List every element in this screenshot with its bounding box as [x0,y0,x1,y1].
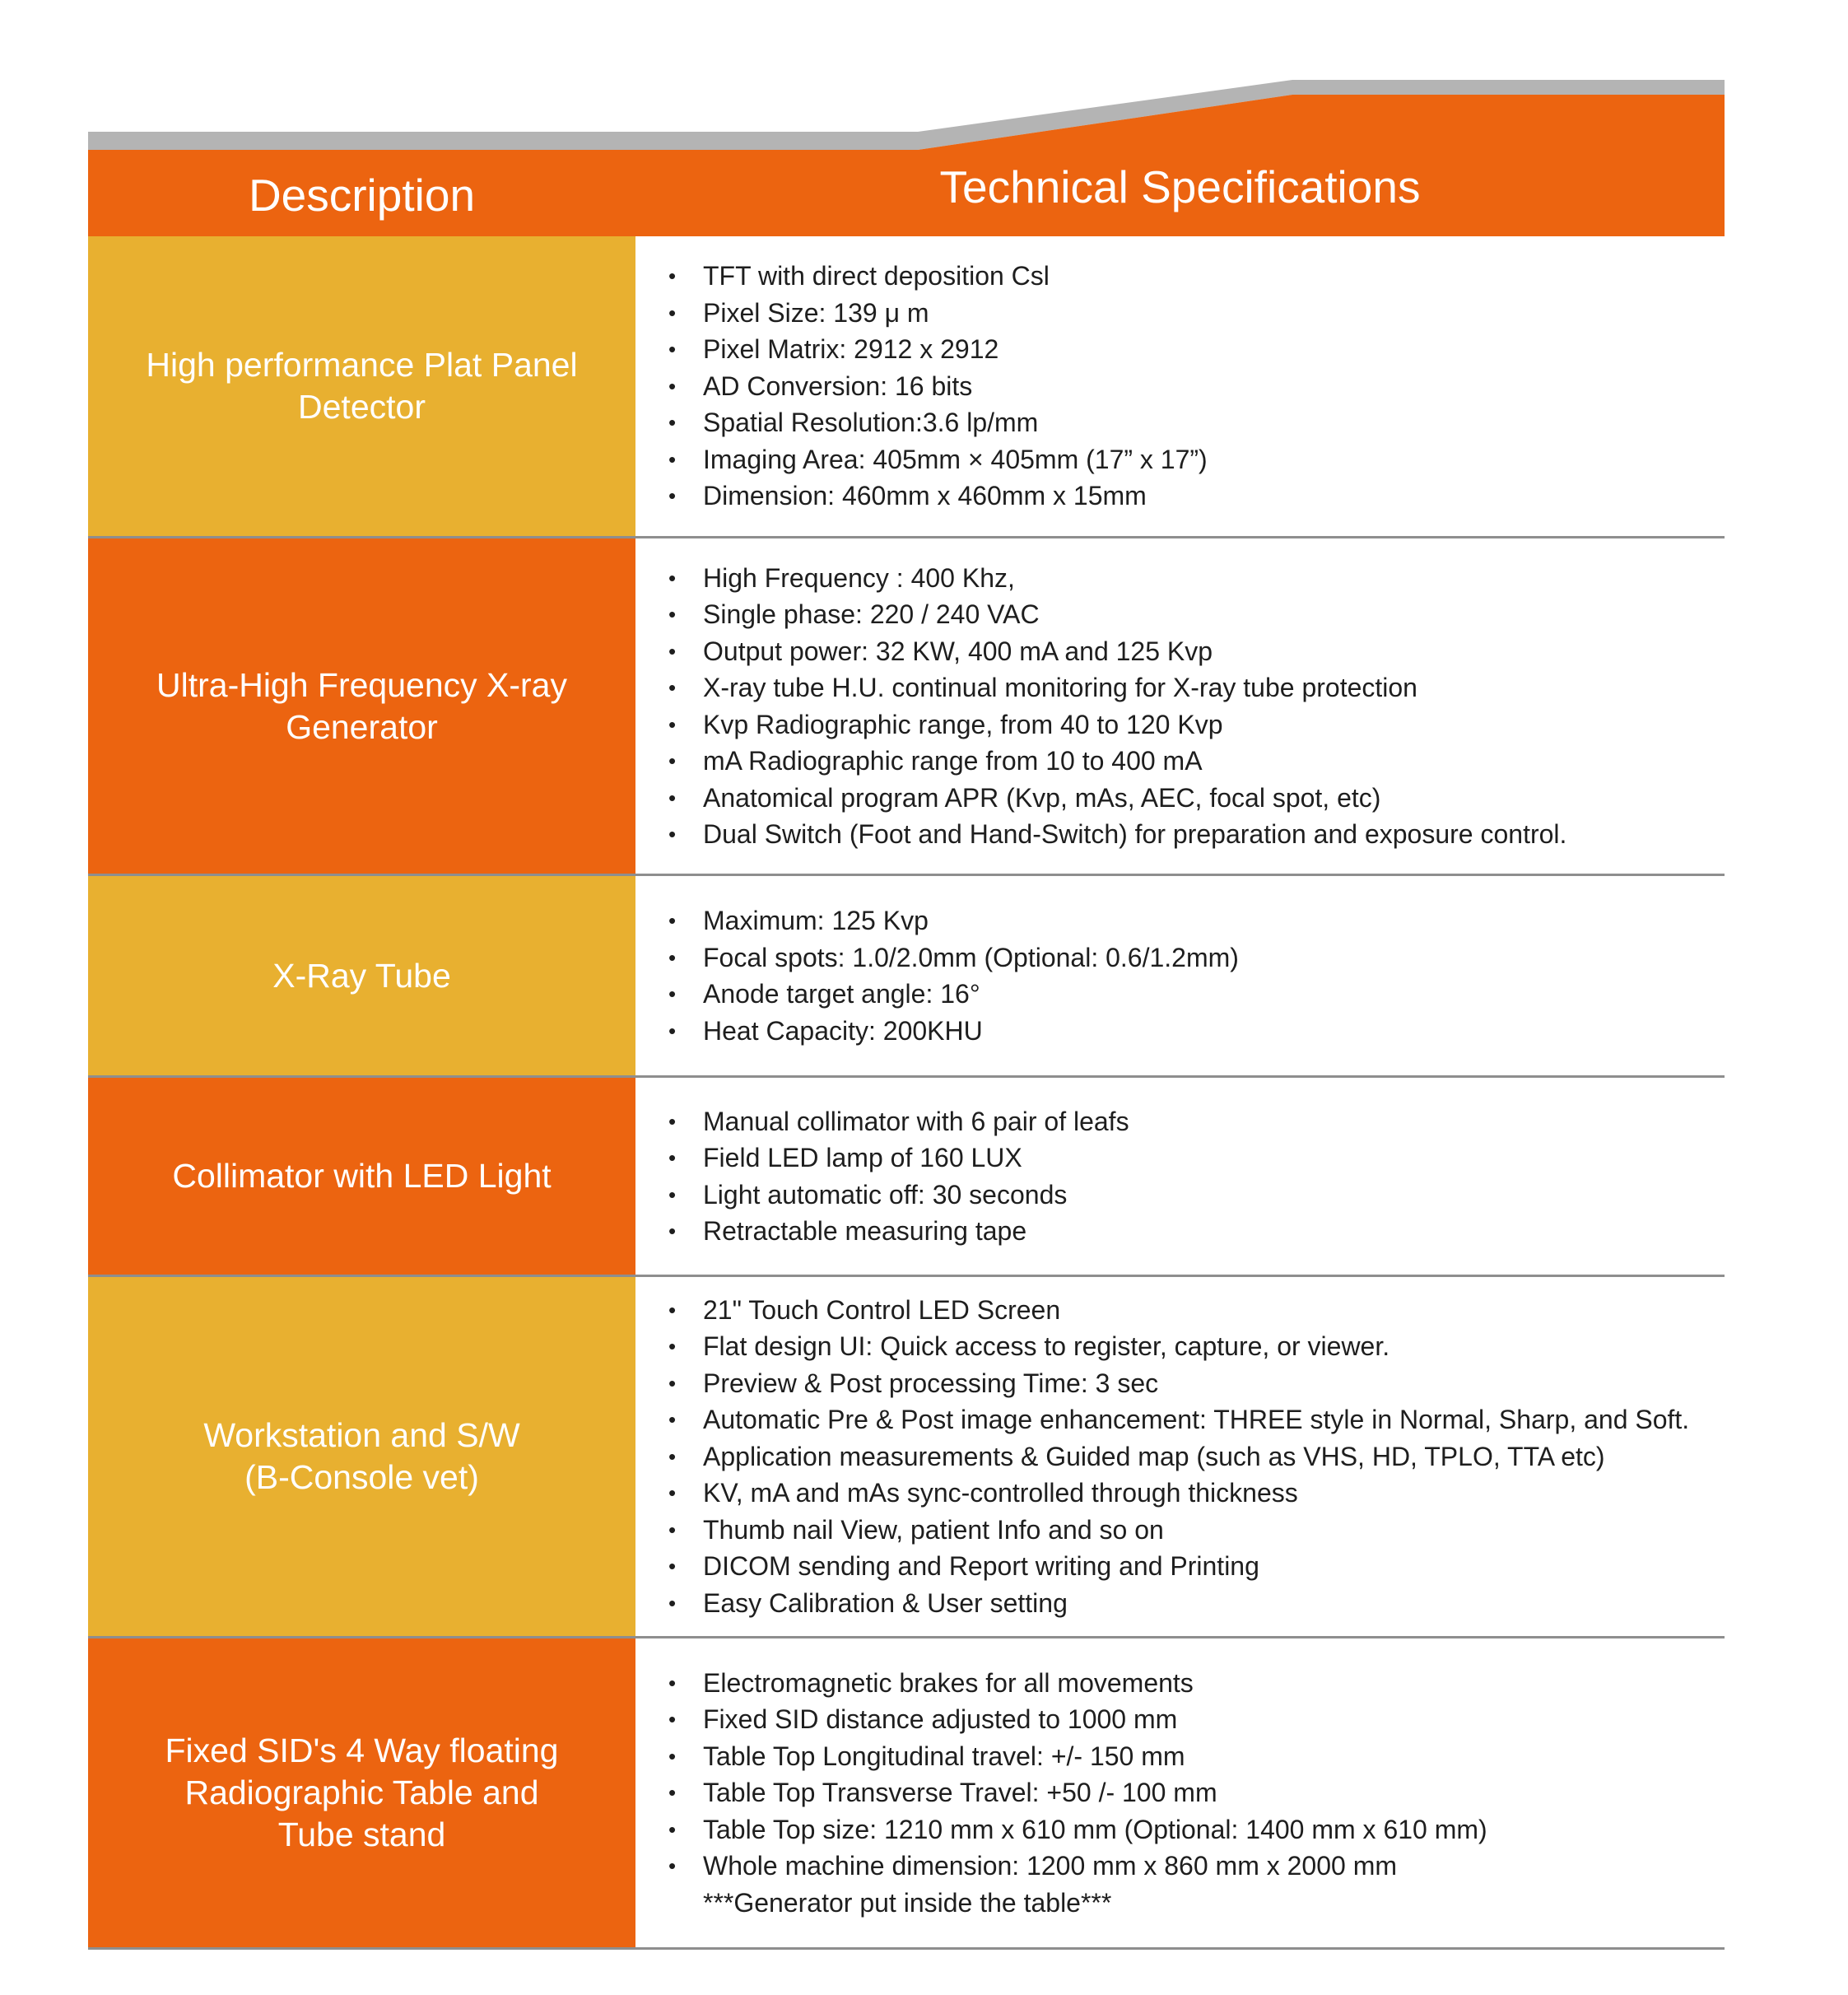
description-line: X-Ray Tube [272,956,451,995]
spec-row [88,1277,1725,1638]
spec-item: • Anode target angle: 16° [668,976,1239,1013]
spec-row [88,1638,1725,1950]
spec-item: • DICOM sending and Report writing and Printing [668,1548,1689,1585]
spec-item: • Whole machine dimension: 1200 mm x 860 mm x 2000 mm [668,1848,1487,1885]
spec-item: • Kvp Radiographic range, from 40 to 120 Kvp [668,706,1566,743]
spec-item: • Table Top size: 1210 mm x 610 mm (Optional: 1400 mm x 610 mm) [668,1811,1487,1848]
spec-list [668,1665,1487,1922]
spec-row [88,1078,1725,1277]
spec-item: • AD Conversion: 16 bits [668,368,1208,405]
spec-item: • High Frequency : 400 Khz, [668,560,1566,597]
header-description: Description [248,170,476,221]
description-line: (B-Console vet) [244,1458,479,1496]
spec-item: • Thumb nail View, patient Info and so on [668,1512,1689,1549]
spec-list [668,902,1239,1049]
description-line: Detector [298,388,426,426]
spec-item: • Spatial Resolution:3.6 lp/mm [668,404,1208,441]
spec-item: • Automatic Pre & Post image enhancement: THREE style in Normal, Sharp, and Soft. [668,1401,1689,1438]
spec-item: • 21" Touch Control LED Screen [668,1292,1689,1329]
description-line: Tube stand [277,1816,446,1853]
specifications-cell [635,1638,1725,1947]
spec-item: • Light automatic off: 30 seconds [668,1177,1129,1214]
description-cell [88,538,635,874]
spec-item: • KV, mA and mAs sync-controlled through thickness [668,1475,1689,1512]
description-line: Radiographic Table and [184,1774,539,1811]
spec-item: • Application measurements & Guided map (such as VHS, HD, TPLO, TTA etc) [668,1438,1689,1475]
spec-item: • Dual Switch (Foot and Hand-Switch) for preparation and exposure control. [668,816,1566,853]
spec-row [88,538,1725,876]
header-technical-specifications: Technical Specifications [939,161,1421,212]
spec-list [668,1292,1689,1622]
spec-item: • Table Top Transverse Travel: +50 /- 100 mm [668,1774,1487,1811]
spec-item: • Anatomical program APR (Kvp, mAs, AEC, focal spot, etc) [668,780,1566,817]
specifications-table [88,236,1725,1950]
spec-row [88,236,1725,538]
spec-item: • Table Top Longitudinal travel: +/- 150 mm [668,1738,1487,1775]
spec-item: • Imaging Area: 405mm × 405mm (17” x 17”) [668,441,1208,478]
spec-item: • TFT with direct deposition Csl [668,258,1208,295]
spec-item: • Pixel Matrix: 2912 x 2912 [668,331,1208,368]
spec-item: • Retractable measuring tape [668,1213,1129,1250]
specifications-cell [635,538,1725,874]
spec-item: • mA Radiographic range from 10 to 400 mA [668,743,1566,780]
spec-note: ***Generator put inside the table*** [703,1887,1112,1918]
specifications-cell [635,236,1725,536]
spec-item: • Field LED lamp of 160 LUX [668,1140,1129,1177]
spec-item: • Focal spots: 1.0/2.0mm (Optional: 0.6/1.2mm) [668,939,1239,977]
spec-item: • Single phase: 220 / 240 VAC [668,596,1566,633]
spec-item: • X-ray tube H.U. continual monitoring for X-ray tube protection [668,669,1566,706]
spec-item: • Pixel Size: 139 μ m [668,295,1208,332]
description-cell [88,1078,635,1275]
spec-item: • Preview & Post processing Time: 3 sec [668,1365,1689,1402]
description-line: High performance Plat Panel [146,346,578,384]
description-cell [88,1638,635,1947]
spec-item: • Dimension: 460mm x 460mm x 15mm [668,478,1208,515]
spec-item: • Maximum: 125 Kvp [668,902,1239,939]
description-cell [88,236,635,536]
specifications-cell [635,1078,1725,1275]
spec-item: • Fixed SID distance adjusted to 1000 mm [668,1701,1487,1738]
spec-item: • Output power: 32 KW, 400 mA and 125 Kvp [668,633,1566,670]
description-line: Collimator with LED Light [172,1157,552,1195]
spec-item: • Heat Capacity: 200KHU [668,1013,1239,1050]
spec-list [668,258,1208,515]
spec-item: • Electromagnetic brakes for all movements [668,1665,1487,1702]
spec-item: • Easy Calibration & User setting [668,1585,1689,1622]
description-cell [88,1277,635,1636]
spec-item: • Manual collimator with 6 pair of leafs [668,1103,1129,1140]
spec-item: • Flat design UI: Quick access to register, capture, or viewer. [668,1328,1689,1365]
description-cell [88,876,635,1075]
spec-list [668,1103,1129,1250]
spec-row [88,876,1725,1078]
description-line: Workstation and S/W [203,1416,520,1454]
specifications-cell [635,876,1725,1075]
specifications-cell [635,1277,1725,1636]
description-line: Ultra-High Frequency X-ray [156,665,567,704]
description-line: Generator [286,707,438,746]
description-line: Fixed SID's 4 Way floating [165,1732,559,1769]
spec-list [668,560,1566,853]
